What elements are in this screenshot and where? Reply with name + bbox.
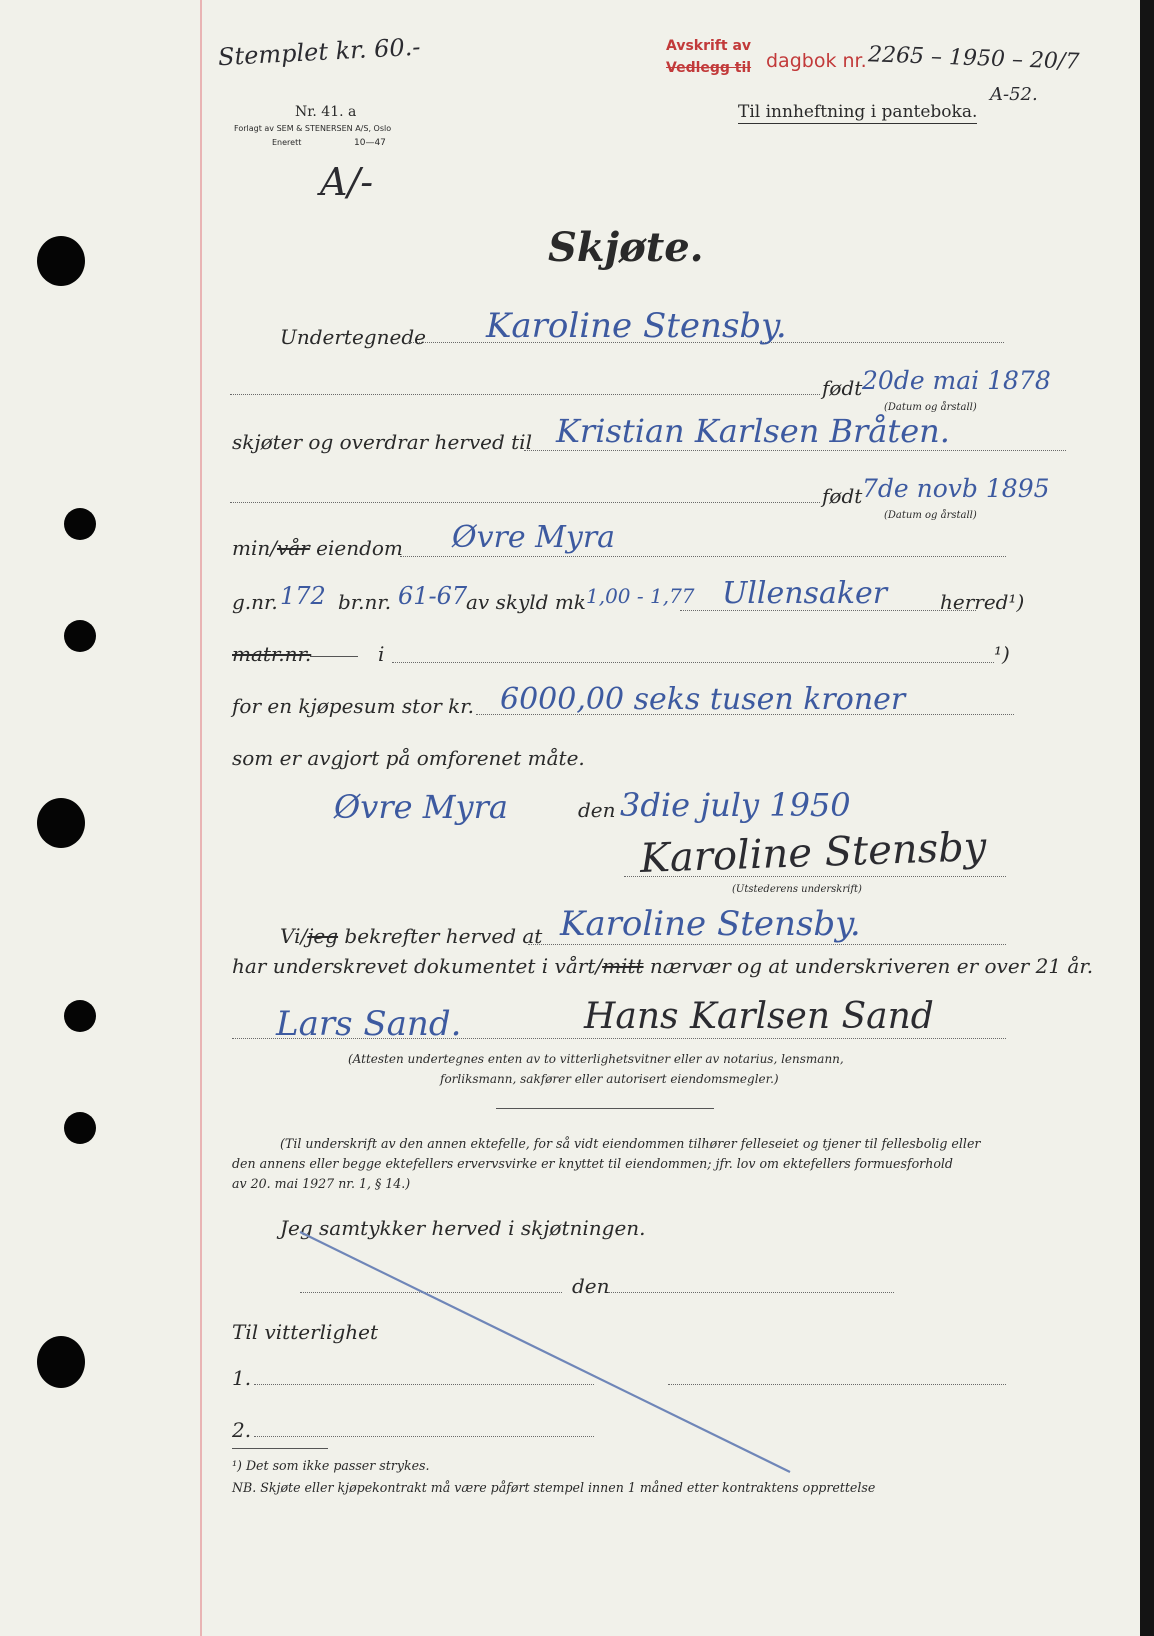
witness-signer: Karoline Stensby. bbox=[560, 904, 861, 944]
fodt-label: født bbox=[822, 484, 863, 508]
witness-line2-a: har underskrevet dokumentet i vårt/ bbox=[232, 954, 603, 978]
property-name: Øvre Myra bbox=[452, 520, 616, 555]
gnr-label: g.nr. bbox=[232, 590, 278, 614]
price-value: 6000,00 seks tusen kroner bbox=[500, 682, 906, 717]
datum-hint: (Datum og årstall) bbox=[884, 402, 977, 413]
brnr-label: br.nr. bbox=[338, 590, 392, 614]
matr-i: i bbox=[378, 642, 385, 666]
witness-intro-rest: bekrefter herved at bbox=[338, 924, 543, 948]
witness-line2-mitt: mitt bbox=[602, 954, 644, 978]
property-label-var: vår bbox=[276, 536, 310, 560]
dagbok-sub: A-52. bbox=[990, 84, 1038, 105]
place-value: Øvre Myra bbox=[334, 788, 508, 826]
footnote-2: NB. Skjøte eller kjøpekontrakt må være påført stempel innen 1 måned etter kontraktens opprettelse bbox=[232, 1480, 876, 1495]
publisher-line1: Forlagt av SEM & STENERSEN A/S, Oslo bbox=[234, 124, 392, 133]
footnote-mark: ¹) bbox=[994, 642, 1010, 666]
witness-num-1: 1. bbox=[232, 1366, 252, 1390]
gnr-value: 172 bbox=[280, 582, 326, 610]
deed-date: 3die july 1950 bbox=[620, 786, 851, 824]
form-number: Nr. 41. a bbox=[295, 104, 357, 120]
herred-label: herred¹) bbox=[940, 590, 1025, 614]
matr-label: matr.nr. bbox=[232, 642, 312, 666]
brnr-value: 61-67 bbox=[398, 582, 468, 610]
witness-num-2: 2. bbox=[232, 1418, 252, 1442]
witness-intro-vi: Vi/ bbox=[280, 924, 308, 948]
witness-signature-2: Hans Karlsen Sand bbox=[584, 996, 934, 1037]
attest-note-1: (Attesten undertegnes enten av to vitterlighetsvitner eller av notarius, lensmann, bbox=[348, 1052, 844, 1066]
skyld-value: 1,00 - 1,77 bbox=[586, 584, 695, 608]
datum-hint: (Datum og årstall) bbox=[884, 510, 977, 521]
issuer-signature: Karoline Stensby bbox=[639, 823, 988, 883]
witness-intro-jeg: jeg bbox=[307, 924, 339, 948]
spouse-note-1: (Til underskrift av den annen ektefelle, for så vidt eiendommen tilhører felleseiet og tjener til fellesbolig eller bbox=[280, 1136, 981, 1151]
undertegnede-label: Undertegnede bbox=[280, 325, 426, 349]
publisher-date: 10—47 bbox=[354, 138, 386, 148]
buyer-name: Kristian Karlsen Bråten. bbox=[556, 412, 950, 450]
spouse-note-2: den annens eller begge ektefellers ervervsvirke er knyttet til eiendommen; jfr. lov om ektefellers formuesforhold bbox=[232, 1156, 953, 1171]
fodt-label: født bbox=[822, 376, 863, 400]
footnote-1: ¹) Det som ikke passer strykes. bbox=[232, 1458, 430, 1473]
issuer-caption: (Utstederens underskrift) bbox=[732, 884, 862, 895]
transfer-label: skjøter og overdrar herved til bbox=[232, 430, 532, 454]
binding-note: Til innheftning i panteboka. bbox=[738, 102, 978, 122]
red-stamp-line2: Vedlegg til bbox=[666, 60, 752, 76]
seller-birthdate: 20de mai 1878 bbox=[862, 366, 1051, 395]
consent-text: Jeg samtykker herved i skjøtningen. bbox=[280, 1216, 646, 1240]
dagbok-value: 2265 – 1950 – 20/7 bbox=[867, 42, 1080, 75]
consent-den: den bbox=[572, 1274, 610, 1298]
attest-note-2: forliksmann, sakfører eller autorisert eiendomsmegler.) bbox=[440, 1072, 779, 1086]
buyer-birthdate: 7de novb 1895 bbox=[862, 474, 1050, 503]
initials: A/- bbox=[320, 160, 374, 204]
spouse-note-3: av 20. mai 1927 nr. 1, § 14.) bbox=[232, 1176, 411, 1191]
property-label-min: min/ bbox=[232, 536, 277, 560]
property-label-rest: eiendom bbox=[309, 536, 403, 560]
price-label: for en kjøpesum stor kr. bbox=[232, 694, 475, 718]
dagbok-label: dagbok nr. bbox=[766, 50, 867, 72]
herred-value: Ullensaker bbox=[722, 576, 888, 611]
publisher-line2: Enerett bbox=[272, 138, 302, 147]
seller-name: Karoline Stensby. bbox=[486, 306, 787, 346]
stamp-note: Stemplet kr. 60.- bbox=[217, 32, 422, 72]
skyld-label: av skyld mk bbox=[466, 590, 586, 614]
vitterlighet-label: Til vitterlighet bbox=[232, 1320, 379, 1344]
settled-text: som er avgjort på omforenet måte. bbox=[232, 746, 585, 770]
witness-line2-b: nærvær og at underskriveren er over 21 år. bbox=[643, 954, 1094, 978]
den-label: den bbox=[578, 798, 616, 822]
witness-signature-1: Lars Sand. bbox=[276, 1004, 462, 1044]
document-title: Skjøte. bbox=[548, 224, 704, 271]
red-stamp-line1: Avskrift av bbox=[666, 38, 752, 54]
